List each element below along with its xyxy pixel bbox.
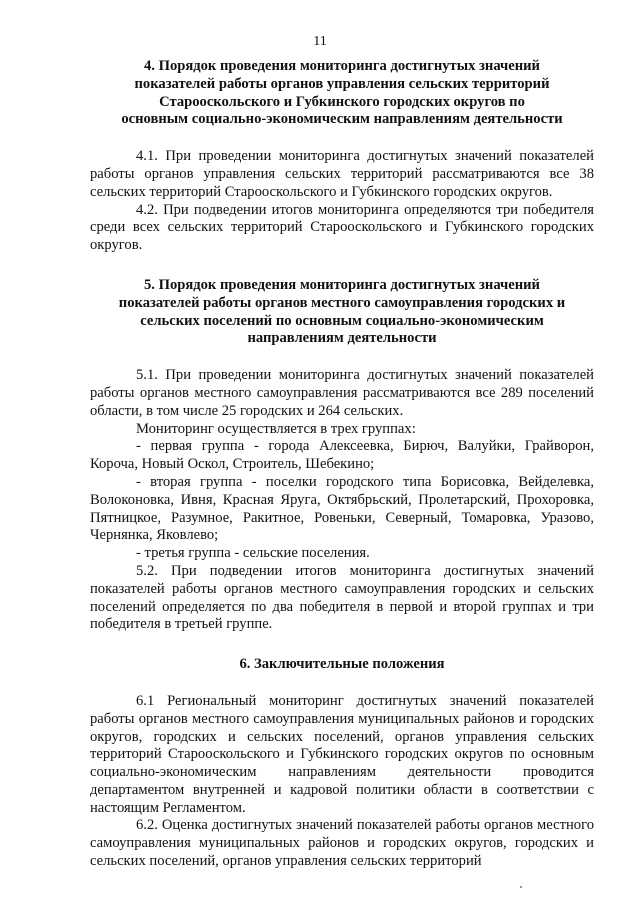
- heading-line: 5. Порядок проведения мониторинга достигнутых значений: [144, 276, 540, 293]
- heading-line: 6. Заключительные положения: [239, 656, 445, 673]
- document-body: [90, 58, 594, 871]
- scan-artifact: [520, 886, 522, 888]
- paragraph-5-group-1: - первая группа - города Алексеевка, Бирюч, Валуйки, Грайворон, Короча, Новый Оскол, Строитель, Шебекино;: [90, 438, 594, 473]
- section-5-heading: [90, 277, 594, 348]
- paragraph-6-2: 6.2. Оценка достигнутых значений показателей работы органов местного самоуправления муниципальных районов и городских округов, городских и сельских поселений, органов управления сельских территорий: [90, 817, 594, 870]
- page-number: 11: [313, 34, 327, 49]
- paragraph-6-1: 6.1 Региональный мониторинг достигнутых значений показателей работы органов местного самоуправления муниципальных районов и городских округов, городских и сельских поселений, органов управления сельских территорий Старооскольского и Губкинского городских округов по основным социально-экономическим направлениям деятельности проводится департаментом внутренней и кадровой политики области в соответствии с настоящим Регламентом.: [90, 692, 594, 816]
- heading-line: сельских поселений по основным социально-экономическим: [140, 312, 544, 329]
- paragraph-5-2: 5.2. При подведении итогов мониторинга достигнутых значений показателей работы органов местного самоуправления городских и сельских поселений определяется по два победителя в первой и второй группах и три победителя в третьей группе.: [90, 562, 594, 633]
- section-6-heading: [90, 656, 594, 674]
- heading-line: Старооскольского и Губкинского городских округов по: [159, 93, 525, 110]
- paragraph-5-groups-intro: Мониторинг осуществляется в трех группах:: [136, 420, 416, 437]
- section-4-heading: [90, 58, 594, 129]
- heading-line: показателей работы органов местного самоуправления городских и: [118, 294, 566, 311]
- heading-line: 4. Порядок проведения мониторинга достигнутых значений: [144, 58, 540, 74]
- paragraph-5-1: 5.1. При проведении мониторинга достигнутых значений показателей работы органов местного самоуправления рассматриваются все 289 поселений области, в том числе 25 городских и 264 сельских.: [90, 367, 594, 419]
- paragraph-5-group-3: - третья группа - сельские поселения.: [136, 545, 370, 562]
- paragraph-5-group-2: - вторая группа - поселки городского типа Борисовка, Вейделевка, Волоконовка, Ивня, Красная Яруга, Октябрьский, Пролетарский, Прохоровка, Пятницкое, Разумное, Ракитное, Ровеньки, Северный, Томаровка, Уразово, Чернянка, Яковлево;: [90, 473, 594, 544]
- heading-line: показателей работы органов управления сельских территорий: [134, 75, 550, 92]
- paragraph-4-1: 4.1. При проведении мониторинга достигнутых значений показателей работы органов управления сельских территорий рассматриваются все 38 сельских территорий Старооскольского и Губкинского городских округов.: [90, 148, 594, 200]
- heading-line: направлениям деятельности: [247, 330, 437, 347]
- paragraph-4-2: 4.2. При подведении итогов мониторинга определяются три победителя среди всех сельских территорий Старооскольского и Губкинского городских округов.: [90, 201, 594, 254]
- heading-line: основным социально-экономическим направлениям деятельности: [121, 111, 563, 128]
